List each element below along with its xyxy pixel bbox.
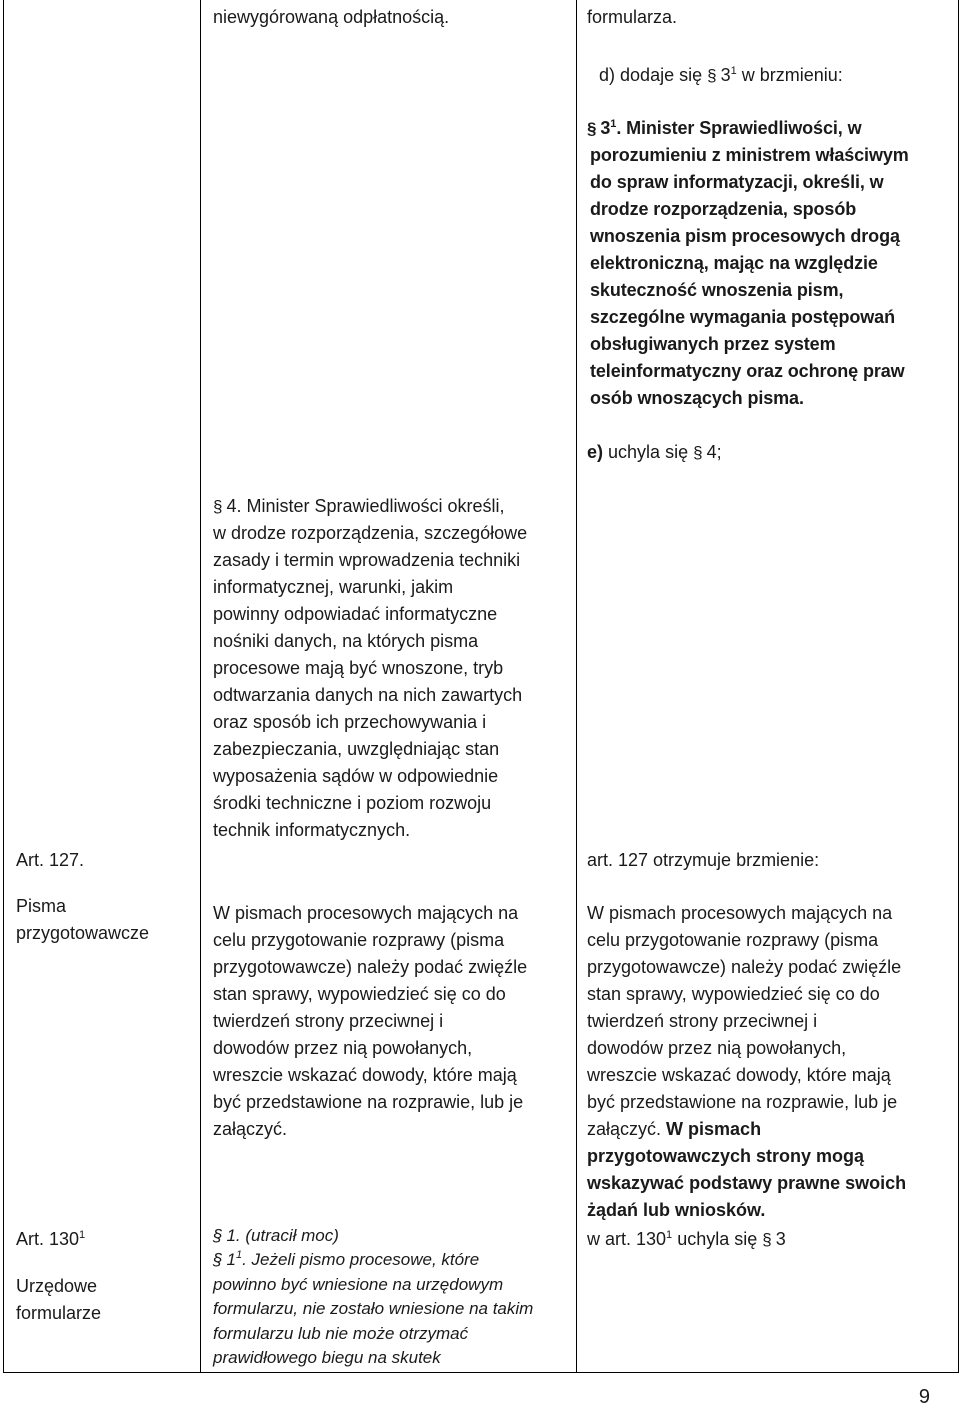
item-superscript: 1 xyxy=(235,1249,243,1261)
section-sign: § xyxy=(762,1230,772,1249)
paragraph-line: oraz sposób ich przechowywania i xyxy=(213,712,487,732)
section-sign: § xyxy=(213,1226,223,1245)
paragraph-line: wnoszenia pism procesowych drogą xyxy=(590,226,900,246)
paragraph-line: technik informatycznych. xyxy=(213,820,411,840)
section-sign: § xyxy=(213,497,223,516)
paragraph-line: do spraw informatyzacji, określi, w xyxy=(590,172,884,192)
column-divider-1 xyxy=(200,0,201,1373)
paragraph-text: 4. Minister Sprawiedliwości określi, xyxy=(226,496,505,516)
article-title-line: przygotowawcze xyxy=(16,923,150,943)
article-title-line: Urzędowe xyxy=(16,1276,98,1296)
paragraph-line: wyposażenia sądów w odpowiednie xyxy=(213,766,499,786)
paragraph-line: W pismach procesowych mających na xyxy=(213,903,519,923)
paragraph-line: obsługiwanych przez system xyxy=(590,334,836,354)
paragraph-line: elektroniczną, mając na względzie xyxy=(590,253,878,273)
paragraph-line: zabezpieczania, uwzględniając stan xyxy=(213,739,500,759)
comparison-table xyxy=(3,0,959,1373)
paragraph-line: wreszcie wskazać dowody, które mają xyxy=(587,1065,891,1085)
paragraph-line: powinny odpowiadać informatyczne xyxy=(213,604,498,624)
paragraph-line: drodze rozporządzenia, sposób xyxy=(590,199,857,219)
amendment-verb: uchyla się xyxy=(677,1229,758,1249)
amendment-e-verb: uchyla się xyxy=(608,442,689,462)
paragraph-line: celu przygotowanie rozprawy (pisma xyxy=(213,930,505,950)
section-number: 3 xyxy=(775,1229,786,1249)
paragraph-line: stan sprawy, wypowiedzieć się co do xyxy=(587,984,880,1004)
paragraph-line: informatycznej, warunki, jakim xyxy=(213,577,454,597)
article-title-line: formularze xyxy=(16,1303,102,1323)
section-sign: § xyxy=(693,443,703,462)
paragraph-text: załączyć. xyxy=(587,1119,662,1139)
paragraph-line: twierdzeń strony przeciwnej i xyxy=(587,1011,818,1031)
column-divider-2 xyxy=(576,0,577,1373)
table-border-bottom xyxy=(3,1372,959,1373)
paragraph-line: wreszcie wskazać dowody, które mają xyxy=(213,1065,517,1085)
page-number: 9 xyxy=(918,1386,930,1408)
article-superscript: 1 xyxy=(666,1229,673,1241)
paragraph-line: W pismach procesowych mających na xyxy=(587,903,893,923)
table-border-right xyxy=(958,0,959,1373)
added-text-line: wskazywać podstawy prawne swoich xyxy=(587,1173,907,1193)
paragraph-number: 3 xyxy=(600,118,611,138)
item-1-1 xyxy=(213,1248,479,1272)
article-number xyxy=(16,1226,85,1253)
added-text-line: przygotowawczych strony mogą xyxy=(587,1146,865,1166)
amendment-d-verb: dodaje się xyxy=(620,65,703,85)
article-title-line: Pisma xyxy=(16,896,67,916)
amendment-intro: art. 127 otrzymuje brzmienie: xyxy=(587,850,820,870)
paragraph-line: skuteczność wnoszenia pism, xyxy=(590,280,844,300)
amendment-e xyxy=(587,439,722,466)
amendment-d-tail: w brzmieniu: xyxy=(741,65,843,85)
paragraph-line xyxy=(587,1116,761,1143)
paragraph-line: teleinformatyczny oraz ochronę praw xyxy=(590,361,905,381)
table-border-left xyxy=(3,0,4,1373)
paragraph-line: procesowe mają być wnoszone, tryb xyxy=(213,658,504,678)
section-superscript: 1 xyxy=(730,65,737,77)
item-1 xyxy=(213,1224,339,1248)
paragraph-line: zasady i termin wprowadzenia techniki xyxy=(213,550,521,570)
paragraph-line: dowodów przez nią powołanych, xyxy=(213,1038,473,1058)
paragraph-line: prawidłowego biegu na skutek xyxy=(213,1348,441,1367)
amendment-d-intro xyxy=(599,62,843,89)
paragraph-text: . Minister Sprawiedliwości, w xyxy=(616,118,862,138)
section-sign: § xyxy=(213,1250,223,1269)
new-paragraph-first-line xyxy=(587,115,861,142)
paragraph-line: celu przygotowanie rozprawy (pisma xyxy=(587,930,879,950)
paragraph-superscript: 1 xyxy=(610,118,617,130)
section-sign: § xyxy=(707,66,717,85)
paragraph-line: przygotowawcze) należy podać zwięźle xyxy=(213,957,528,977)
paragraph-line: formularzu lub nie może otrzymać xyxy=(213,1324,469,1343)
article-number: Art. 127. xyxy=(16,850,85,870)
amendment-e-label: e) xyxy=(587,442,604,462)
added-text: W pismach xyxy=(666,1119,762,1139)
amendment-130-1 xyxy=(587,1226,786,1253)
paragraph-line: formularzu, nie zostało wniesione na takim xyxy=(213,1299,534,1318)
paragraph-line: w drodze rozporządzenia, szczegółowe xyxy=(213,523,528,543)
article-number-text: Art. 130 xyxy=(16,1229,80,1249)
paragraph-line: przygotowawcze) należy podać zwięźle xyxy=(587,957,902,977)
item-text: . Jeżeli pismo procesowe, które xyxy=(242,1250,480,1269)
paragraph-line: powinno być wniesione na urzędowym xyxy=(213,1275,504,1294)
paragraph-line: szczególne wymagania postępowań xyxy=(590,307,895,327)
paragraph-line: być przedstawione na rozprawie, lub je xyxy=(587,1092,898,1112)
paragraph-line: twierdzeń strony przeciwnej i xyxy=(213,1011,444,1031)
prev-row-current-text: niewygórowaną odpłatnością. xyxy=(213,7,450,27)
paragraph-line: nośniki danych, na których pisma xyxy=(213,631,479,651)
paragraph-line: być przedstawione na rozprawie, lub je xyxy=(213,1092,524,1112)
paragraph-line: środki techniczne i poziom rozwoju xyxy=(213,793,492,813)
paragraph-line: osób wnoszących pisma. xyxy=(590,388,804,408)
article-superscript: 1 xyxy=(79,1229,86,1241)
amendment-e-tail: 4; xyxy=(706,442,722,462)
prev-row-change-text: formularza. xyxy=(587,7,678,27)
paragraph-line: porozumieniu z ministrem właściwym xyxy=(590,145,909,165)
section-sign: § xyxy=(587,119,597,138)
section-number: 3 xyxy=(720,65,731,85)
paragraph-line: stan sprawy, wypowiedzieć się co do xyxy=(213,984,506,1004)
added-text-line: żądań lub wniosków. xyxy=(587,1200,766,1220)
paragraph-line: dowodów przez nią powołanych, xyxy=(587,1038,847,1058)
paragraph-line: odtwarzania danych na nich zawartych xyxy=(213,685,523,705)
item-number: 1 xyxy=(226,1250,236,1269)
paragraph-line: załączyć. xyxy=(213,1119,288,1139)
paragraph-first-line xyxy=(213,493,505,520)
amendment-text: w art. 130 xyxy=(587,1229,667,1249)
amendment-d-label: d) xyxy=(599,65,616,85)
item-text: 1. (utracił moc) xyxy=(226,1226,339,1245)
